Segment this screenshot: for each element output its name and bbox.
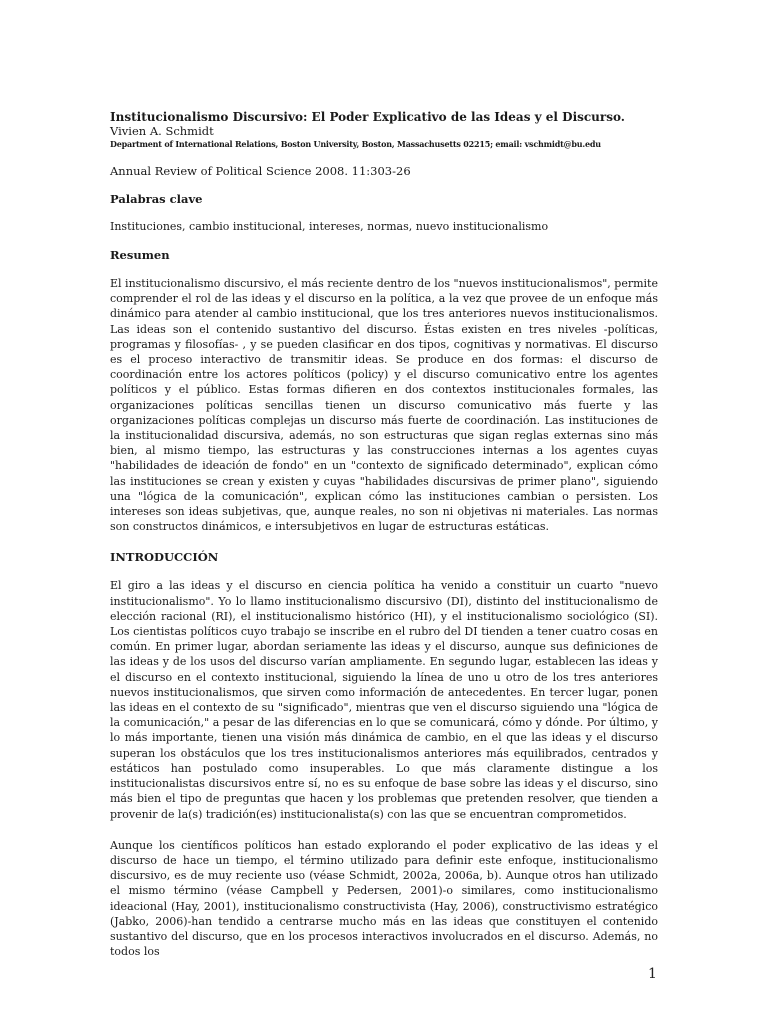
keywords-heading: Palabras clave: [110, 192, 203, 206]
keywords-text: Instituciones, cambio institucional, intereses, normas, nuevo institucionalismo: [110, 220, 549, 233]
author-affiliation: Department of International Relations, Boston University, Boston, Massachusetts 02215; email: vschmidt@bu.edu: [110, 139, 601, 149]
introduction-paragraph-2: Aunque los científicos políticos han estado explorando el poder explicativo de las ideas y el discurso de hace un tiempo, el término utilizado para definir este enfoque, institucionalismo discursivo, es de muy reciente uso (véase Schmidt, 2002a, 2006a, b). Aunque otros han utilizado el mismo término (véase Campbell y Pedersen, 2001)-o similares, como institucionalismo ideacional (Hay, 2001), institucionalismo constructivista (Hay, 2006), constructivismo estratégico (Jabko, 2006)-han tendido a centrarse mucho más en las ideas que constituyen el contenido sustantivo del discurso, que en los procesos interactivos involucrados en el discurso. Además, no todos los: [110, 838, 658, 959]
abstract-heading: Resumen: [110, 248, 170, 262]
document-page: [110, 110, 658, 975]
journal-citation: Annual Review of Political Science 2008. 11:303-26: [110, 164, 411, 178]
introduction-heading: INTRODUCCIÓN: [110, 550, 219, 565]
author-name: Vivien A. Schmidt: [110, 124, 214, 138]
introduction-paragraph-1: El giro a las ideas y el discurso en ciencia política ha venido a constituir un cuarto "nuevo institucionalismo". Yo lo llamo institucionalismo discursivo (DI), distinto del institucionalismo de elección racional (RI), el institucionalismo histórico (HI), y el institucionalismo sociológico (SI). Los cientistas políticos cuyo trabajo se inscribe en el rubro del DI tienden a tener cuatro cosas en común. En primer lugar, abordan seriamente las ideas y el discurso, aunque sus definiciones de las ideas y de los usos del discurso varían ampliamente. En segundo lugar, establecen las ideas y el discurso en el contexto institucional, siguiendo la línea de uno u otro de los tres anteriores nuevos institucionalismos, que sirven como información de antecedentes. En tercer lugar, ponen las ideas en el contexto de su "significado", mientras que ven el discurso siguiendo una "lógica de la comunicación," a pesar de las diferencias en lo que se comunicará, cómo y dónde. Por último, y lo más importante, tienen una visión más dinámica de cambio, en el que las ideas y el discurso superan los obstáculos que los tres institucionalismos anteriores más equilibrados, centrados y estáticos han postulado como insuperables. Lo que más claramente distingue a los institucionalistas discursivos entre sí, no es su enfoque de base sobre las ideas y el discurso, sino más bien el tipo de preguntas que hacen y los problemas que pretenden resolver, que tienden a provenir de la(s) tradición(es) institucionalista(s) con las que se encuentran comprometidos.: [110, 579, 658, 821]
page-number: 1: [648, 966, 657, 982]
abstract-paragraph: El institucionalismo discursivo, el más reciente dentro de los "nuevos institucionalismos", permite comprender el rol de las ideas y el discurso en la política, a la vez que provee de un enfoque más dinámico para atender al cambio institucional, que los tres anteriores nuevos institucionalismos. Las ideas son el contenido sustantivo del discurso. Éstas existen en tres niveles -políticas, programas y filosofías- , y se pueden clasificar en dos tipos, cognitivas y normativas. El discurso es el proceso interactivo de transmitir ideas. Se produce en dos formas: el discurso de coordinación entre los actores políticos (policy) y el discurso comunicativo entre los agentes políticos y el público. Estas formas difieren en dos contextos institucionales formales, las organizaciones políticas sencillas tienen un discurso comunicativo más fuerte y las organizaciones políticas complejas un discurso más fuerte de coordinación. Las instituciones de la institucionalidad discursiva, además, no son estructuras que sigan reglas externas sino más bien, al mismo tiempo, las estructuras y las construcciones internas a los agentes cuyas "habilidades de ideación de fondo" en un "contexto de significado determinado", explican cómo las instituciones se crean y existen y cuyas "habilidades discursivas de primer plano", siguiendo una "lógica de la comunicación", explican cómo las instituciones cambian o persisten. Los intereses son ideas subjetivas, que, aunque reales, no son ni objetivas ni materiales. Las normas son constructos dinámicos, e intersubjetivos en lugar de estructuras estáticas.: [110, 277, 658, 534]
paper-title: Institucionalismo Discursivo: El Poder Explicativo de las Ideas y el Discurso.: [110, 110, 625, 124]
